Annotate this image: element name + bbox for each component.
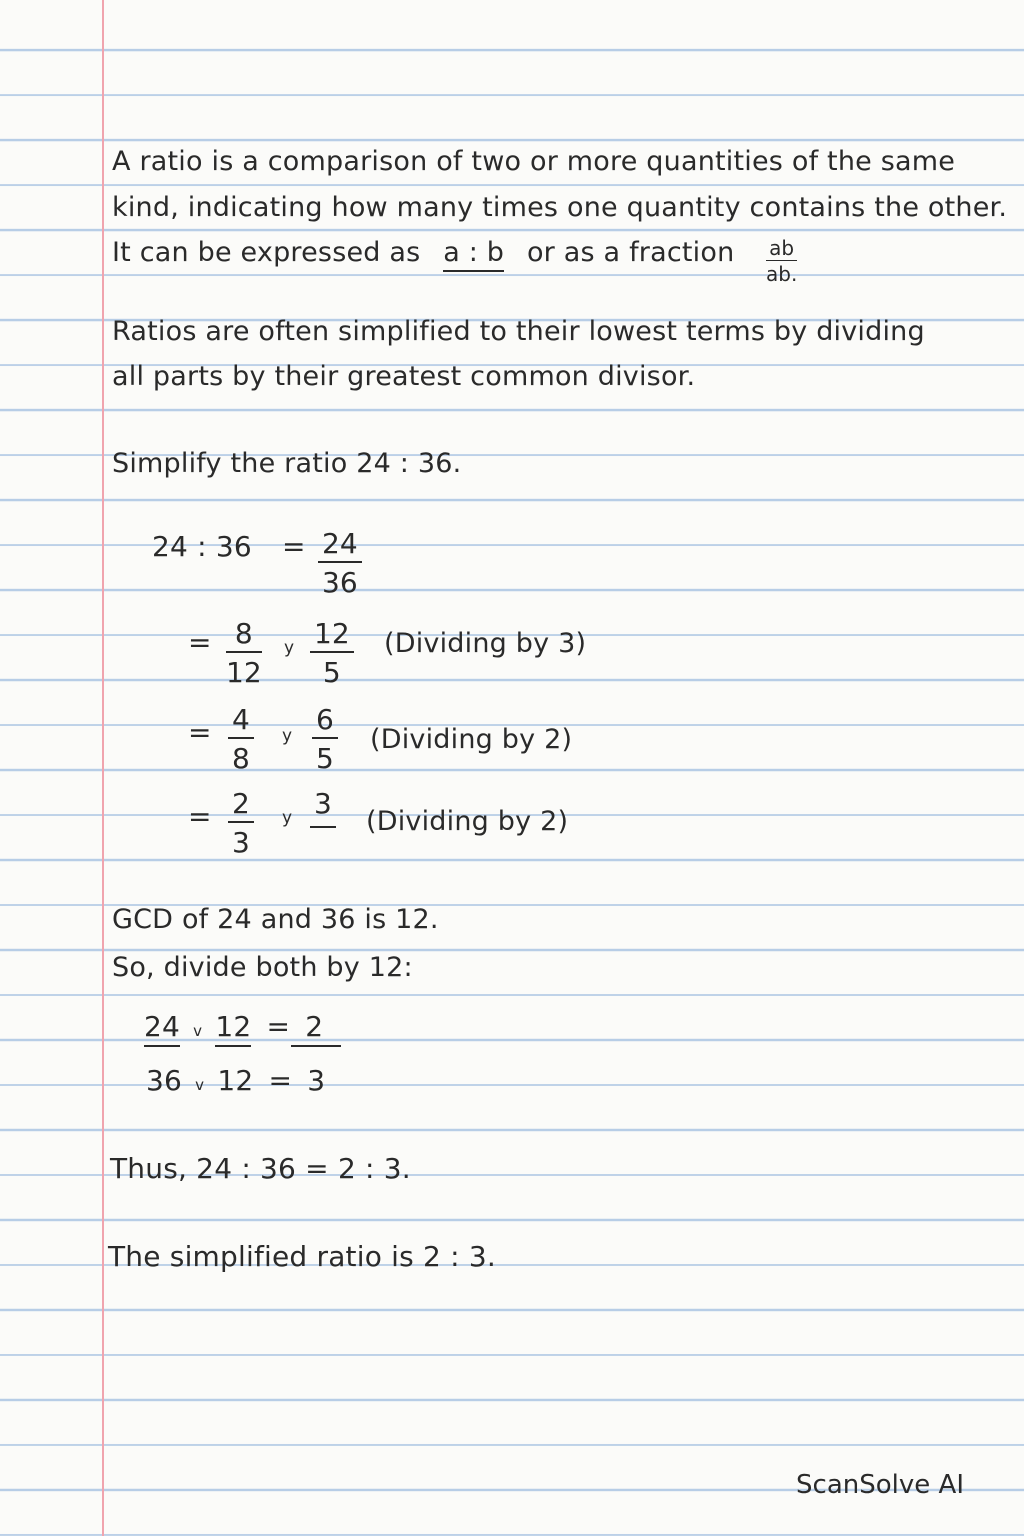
intro-line-1: A ratio is a comparison of two or more quantities of the same [112, 146, 956, 177]
simplify-note-line-1: Ratios are often simplified to their lowest terms by dividing [112, 316, 925, 347]
step-1-operator: y [284, 638, 295, 658]
division-bottom-row [146, 1064, 325, 1097]
ratio-notation: a : b [443, 237, 504, 272]
step-2-a-numerator: 4 [228, 704, 254, 739]
intro-line-3-mid: or as a fraction [526, 237, 735, 268]
step-3-b-denominator [310, 828, 336, 865]
gcd-line-2: So, divide both by 12: [112, 952, 413, 983]
step-3-operator: y [282, 808, 293, 828]
step-1-fraction-a [226, 618, 262, 690]
step-2-operator: y [282, 726, 293, 746]
division-bottom-op: v [195, 1076, 205, 1094]
step-0-fraction [318, 528, 362, 600]
division-top-eq: = [266, 1010, 291, 1043]
step-0-equals: = [282, 530, 306, 563]
conclusion-line: The simplified ratio is 2 : 3. [108, 1240, 496, 1273]
step-1-a-denominator: 12 [226, 656, 262, 690]
step-1-b-denominator: 5 [322, 656, 341, 690]
step-2-equals: = [188, 716, 212, 749]
intro-line-2: kind, indicating how many times one quantity contains the other. [112, 192, 1008, 223]
division-top-row [144, 1010, 341, 1043]
step-0-denominator: 36 [322, 566, 358, 600]
division-top-op: v [193, 1022, 203, 1040]
problem-statement: Simplify the ratio 24 : 36. [112, 448, 462, 479]
step-2-b-denominator: 5 [316, 742, 334, 776]
step-1-note: (Dividing by 3) [384, 628, 587, 659]
step-3-a-denominator: 3 [232, 826, 250, 860]
step-1-fraction-b [310, 618, 354, 690]
division-bottom-b: 12 [217, 1064, 254, 1097]
step-0-numerator: 24 [318, 528, 362, 563]
step-2-note: (Dividing by 2) [370, 724, 573, 755]
step-1-b-numerator: 12 [310, 618, 354, 653]
division-top-result: 2 [291, 1010, 341, 1047]
division-bottom-a: 36 [146, 1064, 183, 1097]
intro-fraction-numerator: ab [766, 236, 797, 261]
intro-fraction [766, 236, 797, 287]
step-3-equals: = [188, 800, 212, 833]
division-top-a: 24 [144, 1010, 180, 1047]
step-2-fraction-b [312, 704, 338, 776]
division-top-b: 12 [215, 1010, 251, 1047]
step-3-a-numerator: 2 [228, 788, 254, 823]
step-2-a-denominator: 8 [232, 742, 250, 776]
thus-line: Thus, 24 : 36 = 2 : 3. [110, 1152, 411, 1185]
step-3-fraction-a [228, 788, 254, 860]
division-bottom-result: 3 [307, 1064, 326, 1097]
step-0-lhs: 24 : 36 [152, 530, 252, 563]
step-2-b-numerator: 6 [312, 704, 338, 739]
step-3-note: (Dividing by 2) [366, 806, 569, 837]
division-bottom-eq: = [268, 1064, 293, 1097]
step-3-fraction-b [310, 788, 336, 865]
step-1-a-numerator: 8 [226, 618, 262, 653]
simplify-note-line-2: all parts by their greatest common divisor. [112, 361, 696, 392]
gcd-line-1: GCD of 24 and 36 is 12. [112, 904, 439, 935]
notebook-margin-line [102, 0, 104, 1536]
step-3-b-numerator: 3 [310, 788, 336, 828]
scansolve-watermark: ScanSolve AI [796, 1470, 964, 1500]
intro-fraction-denominator: ab. [766, 262, 798, 286]
step-1-equals: = [188, 626, 212, 659]
intro-line-3-prefix: It can be expressed as [112, 237, 421, 268]
intro-line-3 [112, 237, 734, 268]
step-2-fraction-a [228, 704, 254, 776]
